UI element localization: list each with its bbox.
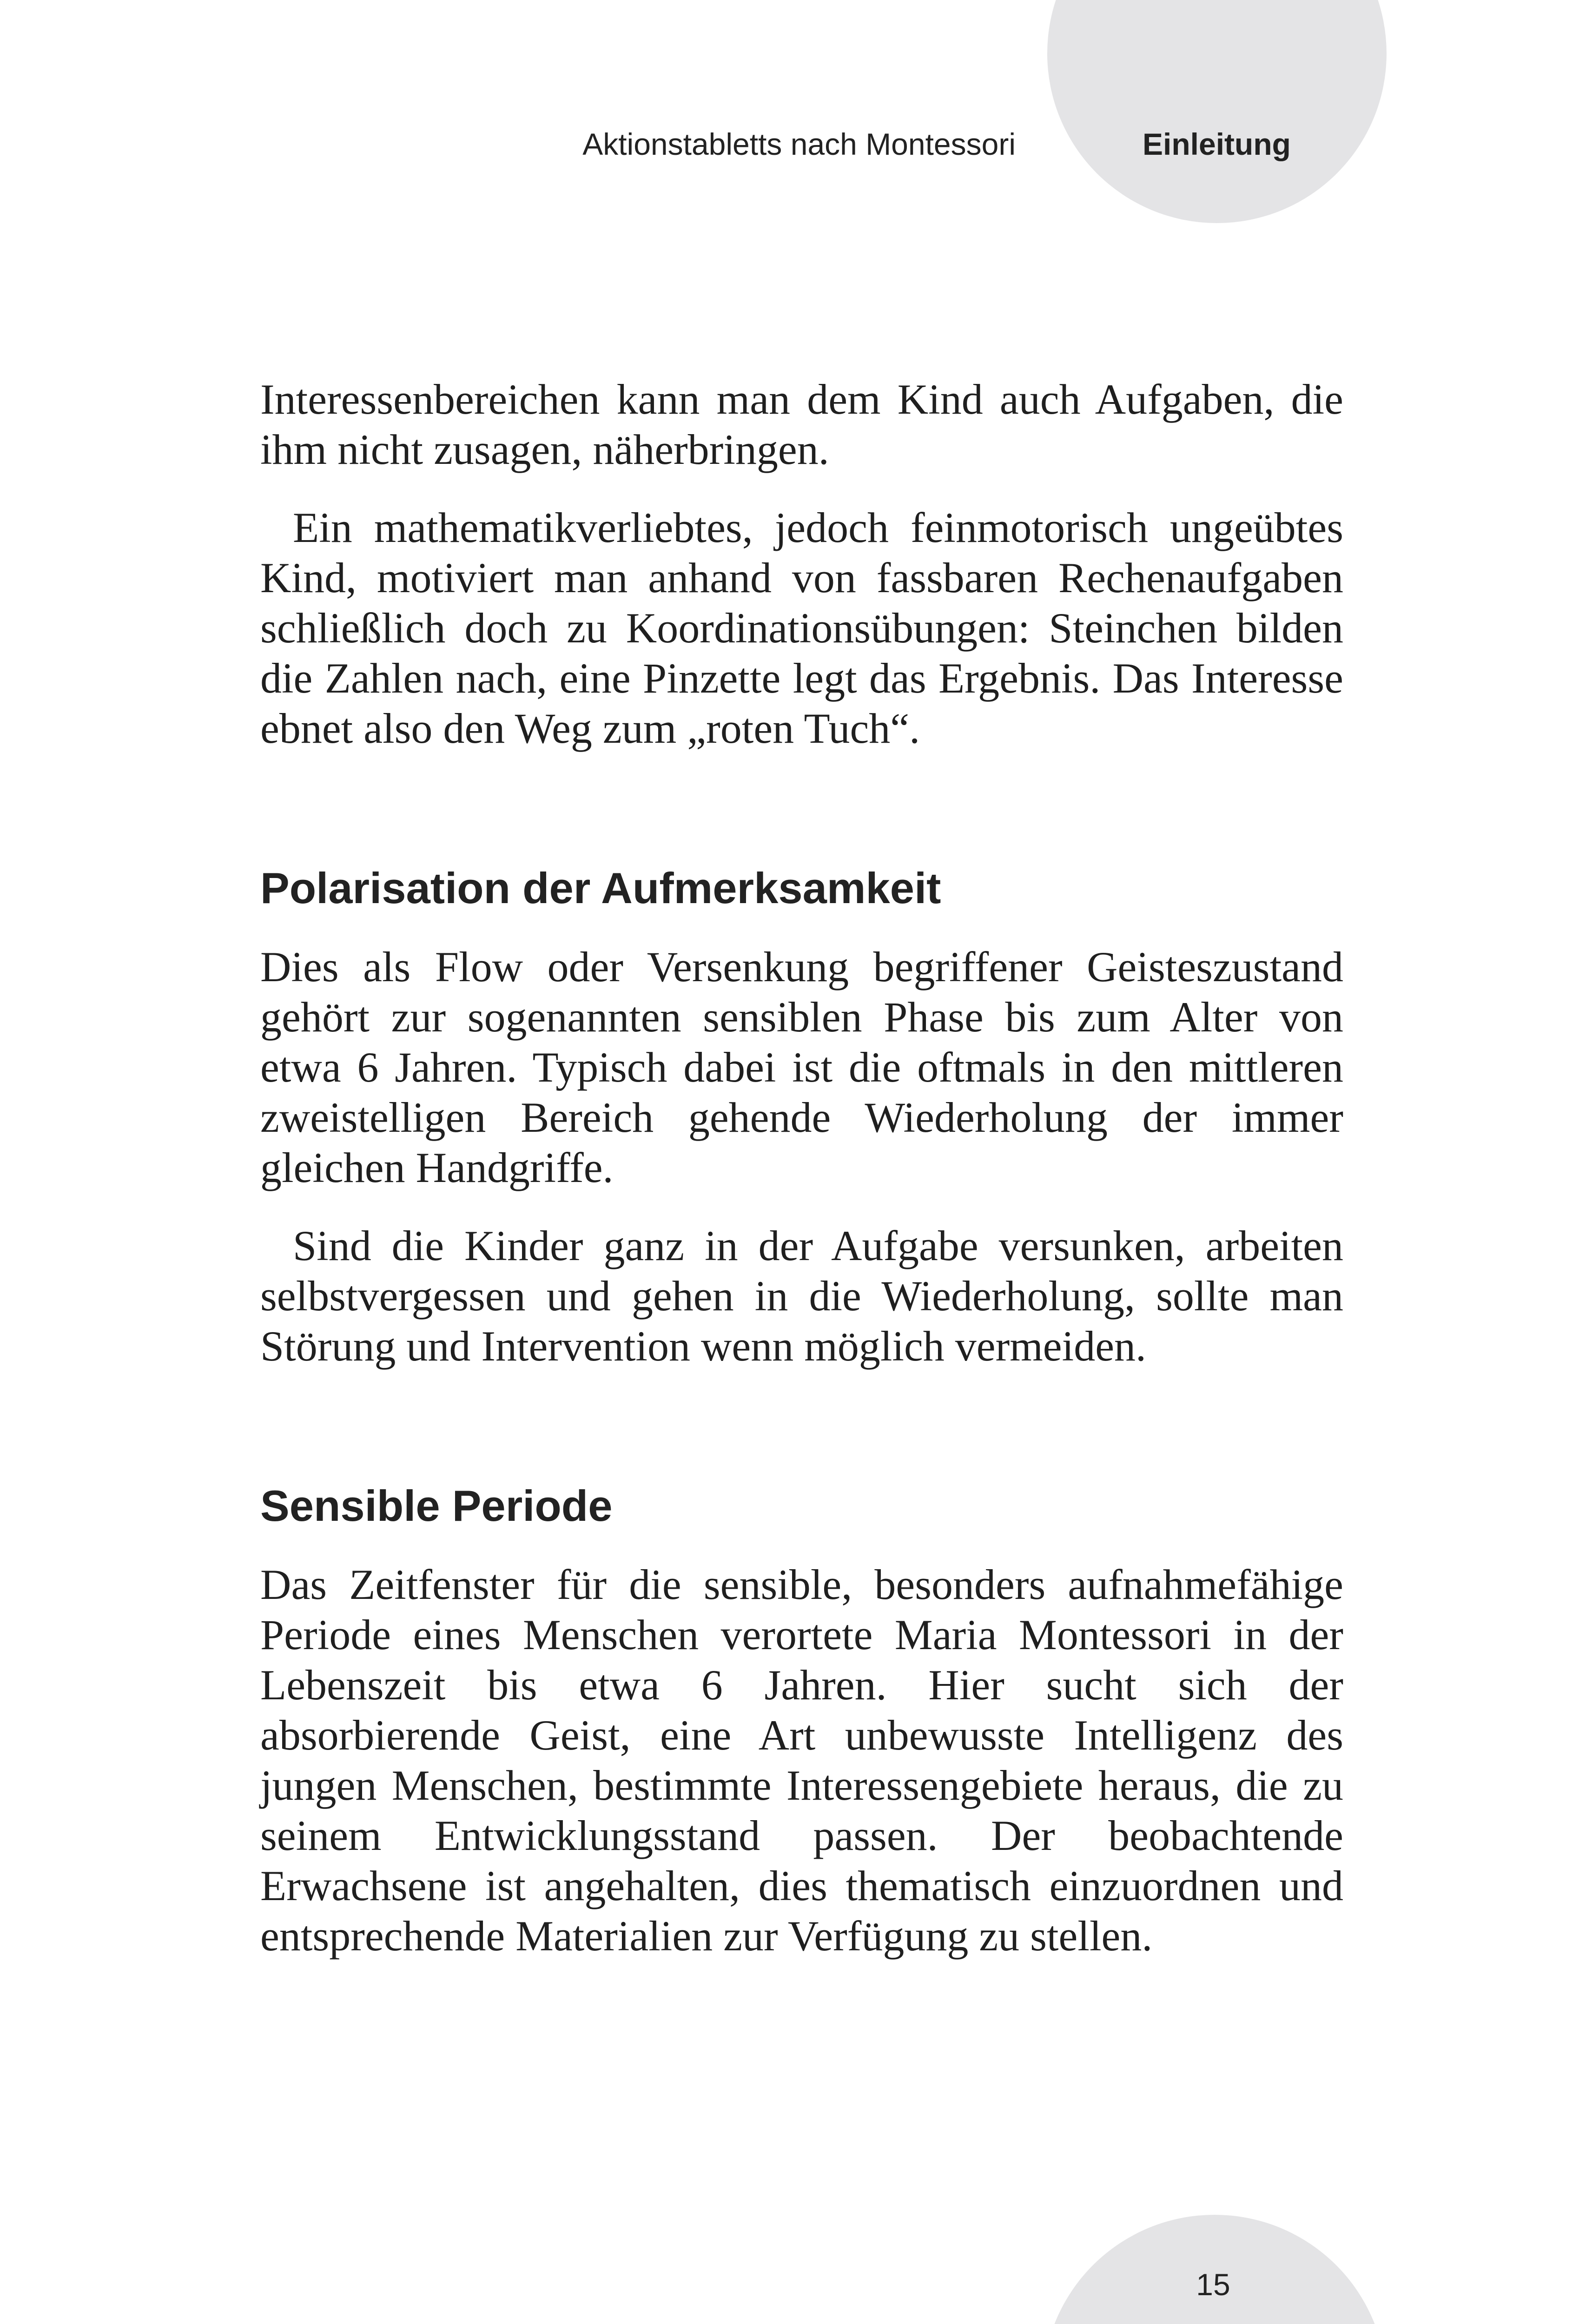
- section-label: Einleitung: [1143, 127, 1291, 161]
- paragraph-flow: Dies als Flow oder Versenkung begriffener Geisteszustand gehört zur sogenannten sensiblen Phase bis zum Alter von etwa 6 Jahren. Typisch dabei ist die oftmals in den mittleren zweistelligen Bereich gehende Wiederholung der immer gleichen Handgriffe.: [260, 943, 1343, 1191]
- page-content: [260, 374, 1343, 1961]
- paragraph-math-child: Ein mathematikverliebtes, jedoch feinmotorisch ungeübtes Kind, motiviert man anhand von fassbaren Rechenaufgaben schließlich doch zu Koordinationsübungen: Steinchen bilden die Zahlen nach, eine Pinzette legt das Ergebnis. Das Interesse ebnet also den Weg zum „roten Tuch“.: [260, 504, 1343, 752]
- page-number: 15: [1196, 2267, 1230, 2302]
- paragraph-interests: Interessenbereichen kann man dem Kind auch Aufgaben, die ihm nicht zusagen, näherbringen.: [260, 376, 1343, 473]
- heading-polarisation: Polarisation der Aufmerksamkeit: [260, 864, 941, 912]
- header-decoration-circle: [1047, 0, 1387, 223]
- paragraph-sensible-period: Das Zeitfenster für die sensible, besonders aufnahmefähige Periode eines Menschen verortete Maria Montessori in der Lebenszeit bis etwa 6 Jahren. Hier sucht sich der absorbierende Geist, eine Art unbewusste Intelligenz des jungen Menschen, bestimmte Interessengebiete heraus, die zu seinem Entwicklungsstand passen. Der beobachtende Erwachsene ist angehalten, dies thematisch einzuordnen und entsprechende Materialien zur Verfügung zu stellen.: [260, 1561, 1343, 1960]
- paragraph-repetition: Sind die Kinder ganz in der Aufgabe versunken, arbeiten selbstvergessen und gehen in die Wiederholung, sollte man Störung und Intervention wenn möglich vermeiden.: [260, 1222, 1343, 1370]
- heading-sensible-period: Sensible Periode: [260, 1481, 613, 1530]
- running-title: Aktionstabletts nach Montessori: [582, 127, 1016, 161]
